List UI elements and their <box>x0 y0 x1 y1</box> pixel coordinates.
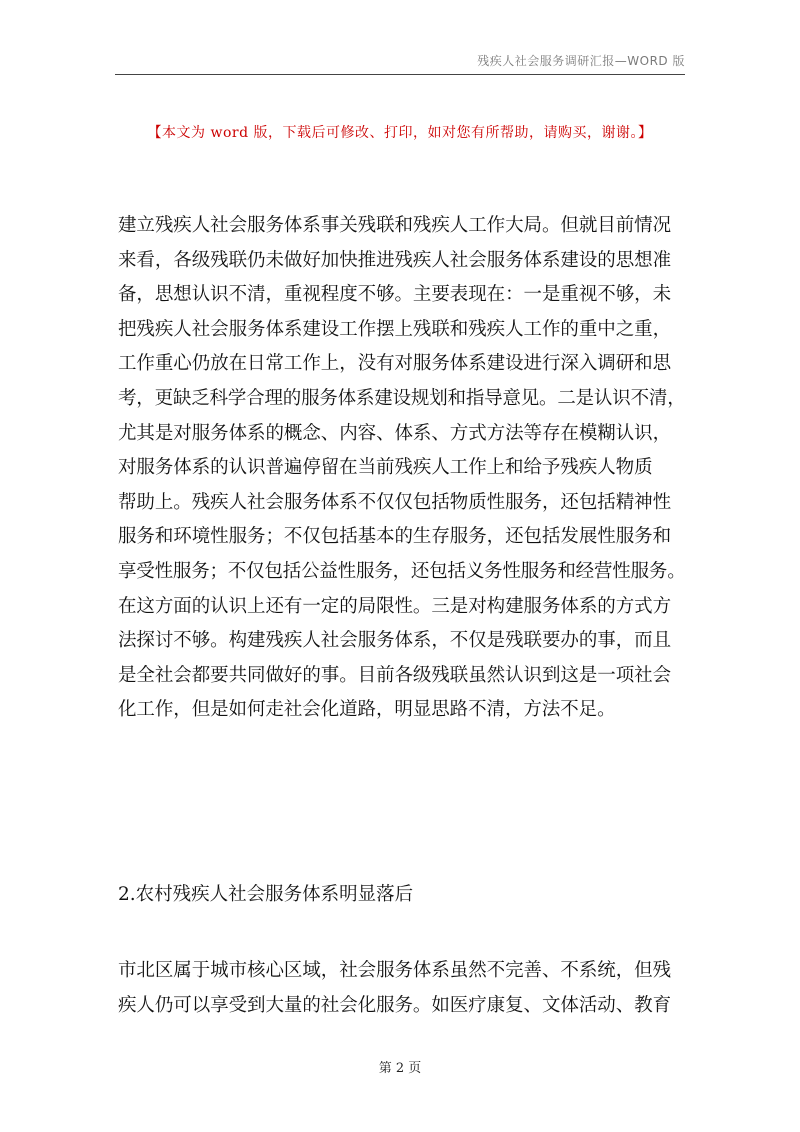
paragraph-line: 工作重心仍放在日常工作上，没有对服务体系建设进行深入调研和思 <box>118 353 672 375</box>
paragraph-line: 考，更缺乏科学合理的服务体系建设规划和指导意见。二是认识不清， <box>118 387 686 409</box>
paragraph-line: 把残疾人社会服务体系建设工作摆上残联和残疾人工作的重中之重， <box>118 318 672 340</box>
paragraph-line: 建立残疾人社会服务体系事关残联和残疾人工作大局。但就目前情况 <box>118 215 672 236</box>
paragraph-line: 市北区属于城市核心区域，社会服务体系虽然不完善、不系统，但残 <box>118 960 672 981</box>
header-divider <box>115 74 685 75</box>
body-paragraph-2 <box>118 954 688 1023</box>
paragraph-line: 备，思想认识不清，重视程度不够。主要表现在：一是重视不够，未 <box>118 284 672 306</box>
paragraph-line: 对服务体系的认识普遍停留在当前残疾人工作上和给予残疾人物质 <box>118 457 653 479</box>
paragraph-line: 是全社会都要共同做好的事。目前各级残联虽然认识到这是一项社会 <box>118 664 672 686</box>
paragraph-line: 享受性服务；不仅包括公益性服务，还包括义务性服务和经营性服务。 <box>118 560 686 582</box>
page-number: 第 2 页 <box>378 1061 422 1076</box>
paragraph-line: 来看，各级残联仍未做好加快推进残疾人社会服务体系建设的思想准 <box>118 249 672 271</box>
section-heading: 2.农村残疾人社会服务体系明显落后 <box>118 884 414 905</box>
paragraph-line: 法探讨不够。构建残疾人社会服务体系，不仅是残联要办的事，而且 <box>118 630 672 652</box>
running-header: 残疾人社会服务调研汇报—WORD 版 <box>477 54 685 68</box>
paragraph-line: 疾人仍可以享受到大量的社会化服务。如医疗康复、文体活动、教育 <box>118 994 672 1016</box>
paragraph-line: 帮助上。残疾人社会服务体系不仅仅包括物质性服务，还包括精神性 <box>118 491 672 513</box>
download-notice: 【本文为 word 版，下载后可修改、打印，如对您有所帮助，请购买，谢谢。】 <box>147 125 653 141</box>
paragraph-line: 尤其是对服务体系的概念、内容、体系、方式方法等存在模糊认识， <box>118 422 672 444</box>
paragraph-line: 服务和环境性服务；不仅包括基本的生存服务，还包括发展性服务和 <box>118 526 672 548</box>
paragraph-line: 在这方面的认识上还有一定的局限性。三是对构建服务体系的方式方 <box>118 595 672 617</box>
body-paragraph-1 <box>118 209 688 728</box>
paragraph-line: 化工作，但是如何走社会化道路，明显思路不清，方法不足。 <box>118 699 616 721</box>
